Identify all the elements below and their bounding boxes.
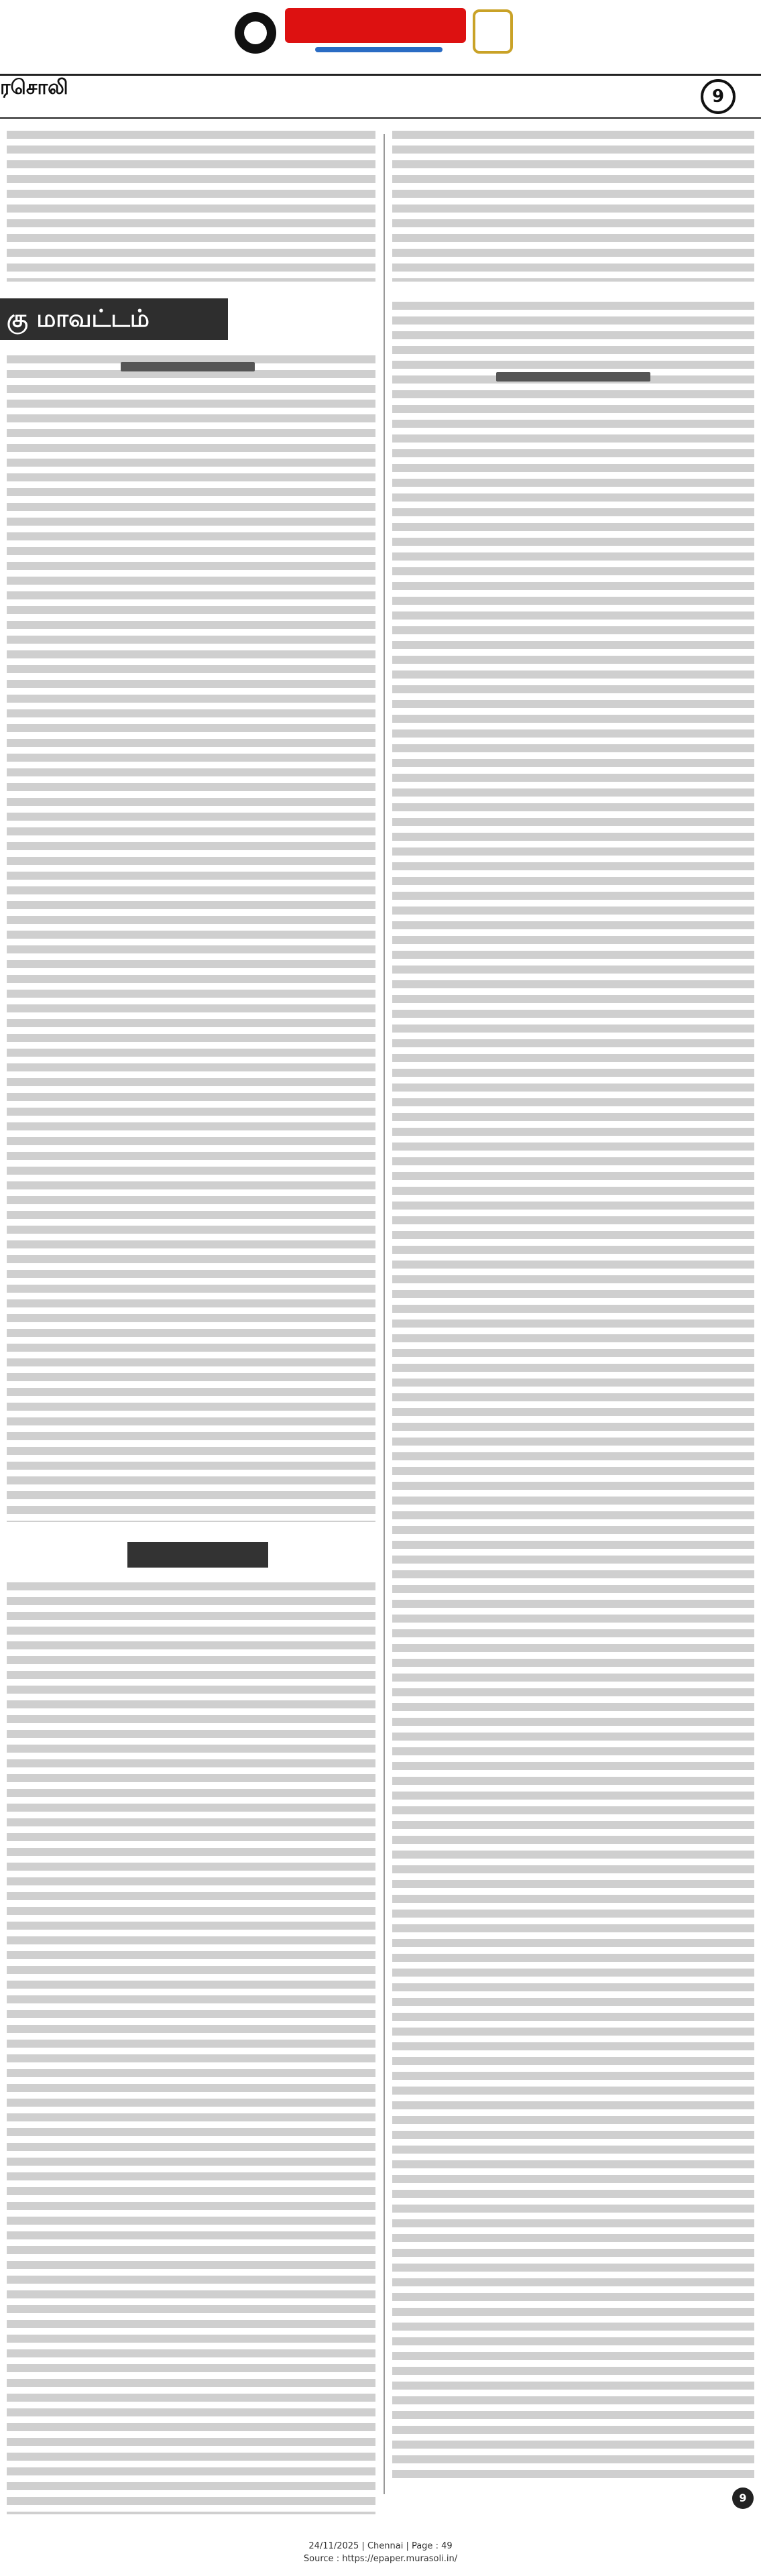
district-banner: கு மாவட்டம் <box>0 298 228 340</box>
page-number: 9 <box>701 79 736 114</box>
text-block-left-col-lower <box>7 1582 375 2514</box>
text-block-left-col <box>7 355 375 1522</box>
subhead-left <box>121 362 255 371</box>
footer <box>0 2541 761 2564</box>
union-box <box>127 1542 268 1568</box>
footer-source: Source : https://epaper.murasoli.in/ <box>303 2554 458 2564</box>
text-block-right-col <box>392 302 754 2481</box>
text-block-top-left <box>7 131 375 282</box>
murasoli-wordmark <box>285 8 466 43</box>
end-page-mark: 9 <box>732 2487 754 2509</box>
footer-date: 24/11/2025 | Chennai | Page : 49 <box>308 2541 453 2551</box>
header-rule <box>0 117 761 119</box>
emblem-icon <box>235 12 276 54</box>
murasoli-logo <box>235 8 523 55</box>
subhead-right <box>496 372 650 382</box>
tagline-strip <box>315 47 443 52</box>
anniversary-75-icon <box>473 9 513 54</box>
top-rule <box>0 74 761 76</box>
column-divider <box>384 134 385 2494</box>
section-label: ரசொலி <box>0 76 68 99</box>
text-block-top-right <box>392 131 754 282</box>
masthead <box>0 0 761 64</box>
